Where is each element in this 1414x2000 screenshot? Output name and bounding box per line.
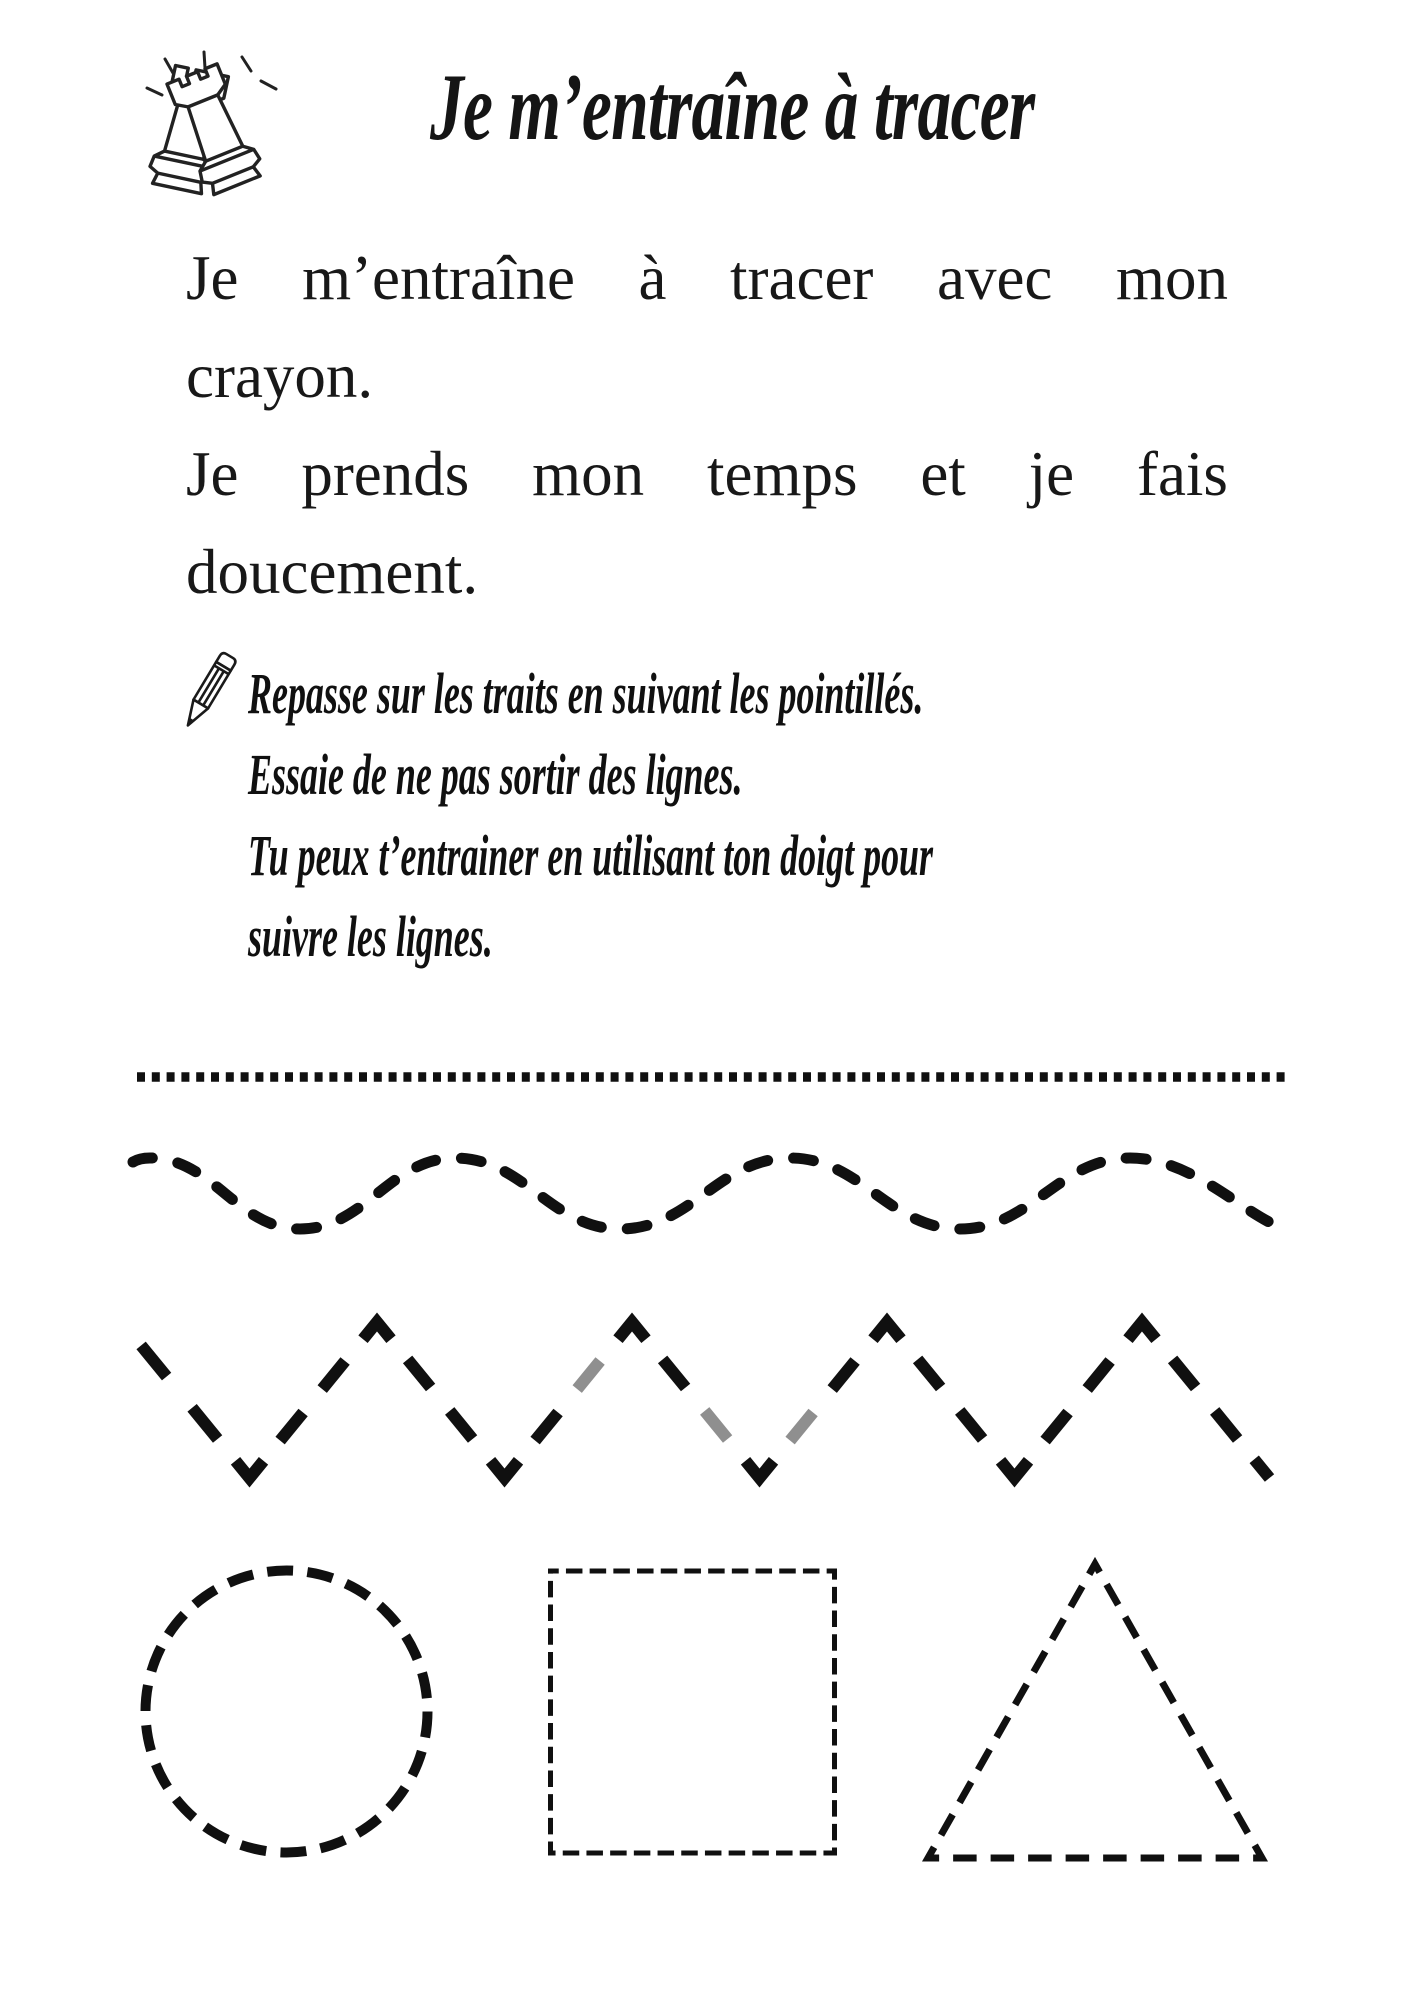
instruction-line: suivre les lignes. — [248, 904, 493, 969]
word: avec — [936, 243, 1053, 313]
zigzag-dash — [408, 1359, 431, 1387]
word: temps — [707, 439, 858, 509]
zigzag-dash — [141, 1345, 167, 1376]
word: Je — [186, 243, 239, 313]
zigzag-dash — [450, 1411, 473, 1439]
trace-wave-line — [133, 1158, 1290, 1230]
intro-line-1 — [186, 229, 1228, 327]
instructions-block — [248, 653, 933, 977]
zigzag-dash — [1215, 1411, 1238, 1439]
page-title: Je m’entraîne à tracer — [430, 54, 1035, 160]
zigzag-corner-dash — [618, 1322, 646, 1339]
zigzag-corner-dash — [491, 1461, 519, 1478]
zigzag-dash-faded — [705, 1411, 728, 1439]
word: je — [1028, 439, 1075, 509]
word: à — [638, 243, 667, 313]
zigzag-dash — [192, 1408, 218, 1439]
zigzag-dash — [960, 1411, 983, 1439]
zigzag-corner-dash — [236, 1461, 264, 1478]
word: mon — [532, 439, 645, 509]
zigzag-dash-faded — [790, 1413, 813, 1441]
zigzag-dash-faded — [577, 1361, 600, 1389]
word: Je — [186, 439, 239, 509]
instruction-line: Repasse sur les traits en suivant les pointillés. — [248, 661, 924, 726]
zigzag-dash — [663, 1359, 686, 1387]
intro-line-3 — [186, 425, 1228, 523]
trace-triangle-shape — [928, 1564, 1262, 1858]
zigzag-dash — [280, 1413, 303, 1441]
word: prends — [301, 439, 470, 509]
zigzag-dash — [832, 1361, 855, 1389]
zigzag-dash — [535, 1413, 558, 1441]
zigzag-dash — [1087, 1361, 1110, 1389]
intro-line-4: doucement. — [186, 537, 479, 607]
zigzag-dash — [1045, 1413, 1068, 1441]
zigzag-corner-dash — [1128, 1322, 1156, 1339]
zigzag-dash — [1254, 1459, 1269, 1478]
intro-line-2: crayon. — [186, 341, 374, 411]
word: mon — [1115, 243, 1228, 313]
word: et — [920, 439, 966, 509]
trace-square-shape — [551, 1571, 835, 1853]
word: m’entraîne — [302, 243, 575, 313]
zigzag-dash — [918, 1359, 941, 1387]
word: fais — [1136, 439, 1228, 509]
zigzag-corner-dash — [746, 1461, 774, 1478]
pencil-icon — [170, 640, 255, 745]
cheering-chess-rooks-icon — [125, 45, 300, 220]
instruction-line: Tu peux t’entrainer en utilisant ton doigt pour — [248, 823, 934, 888]
zigzag-corner-dash — [363, 1322, 391, 1339]
word: tracer — [730, 243, 874, 313]
trace-zigzag-line — [141, 1322, 1269, 1478]
zigzag-corner-dash — [1001, 1461, 1029, 1478]
instruction-line: Essaie de ne pas sortir des lignes. — [248, 742, 743, 807]
trace-circle-shape — [146, 1571, 428, 1853]
zigzag-dash — [1173, 1359, 1196, 1387]
zigzag-dash — [322, 1361, 345, 1389]
zigzag-corner-dash — [873, 1322, 901, 1339]
